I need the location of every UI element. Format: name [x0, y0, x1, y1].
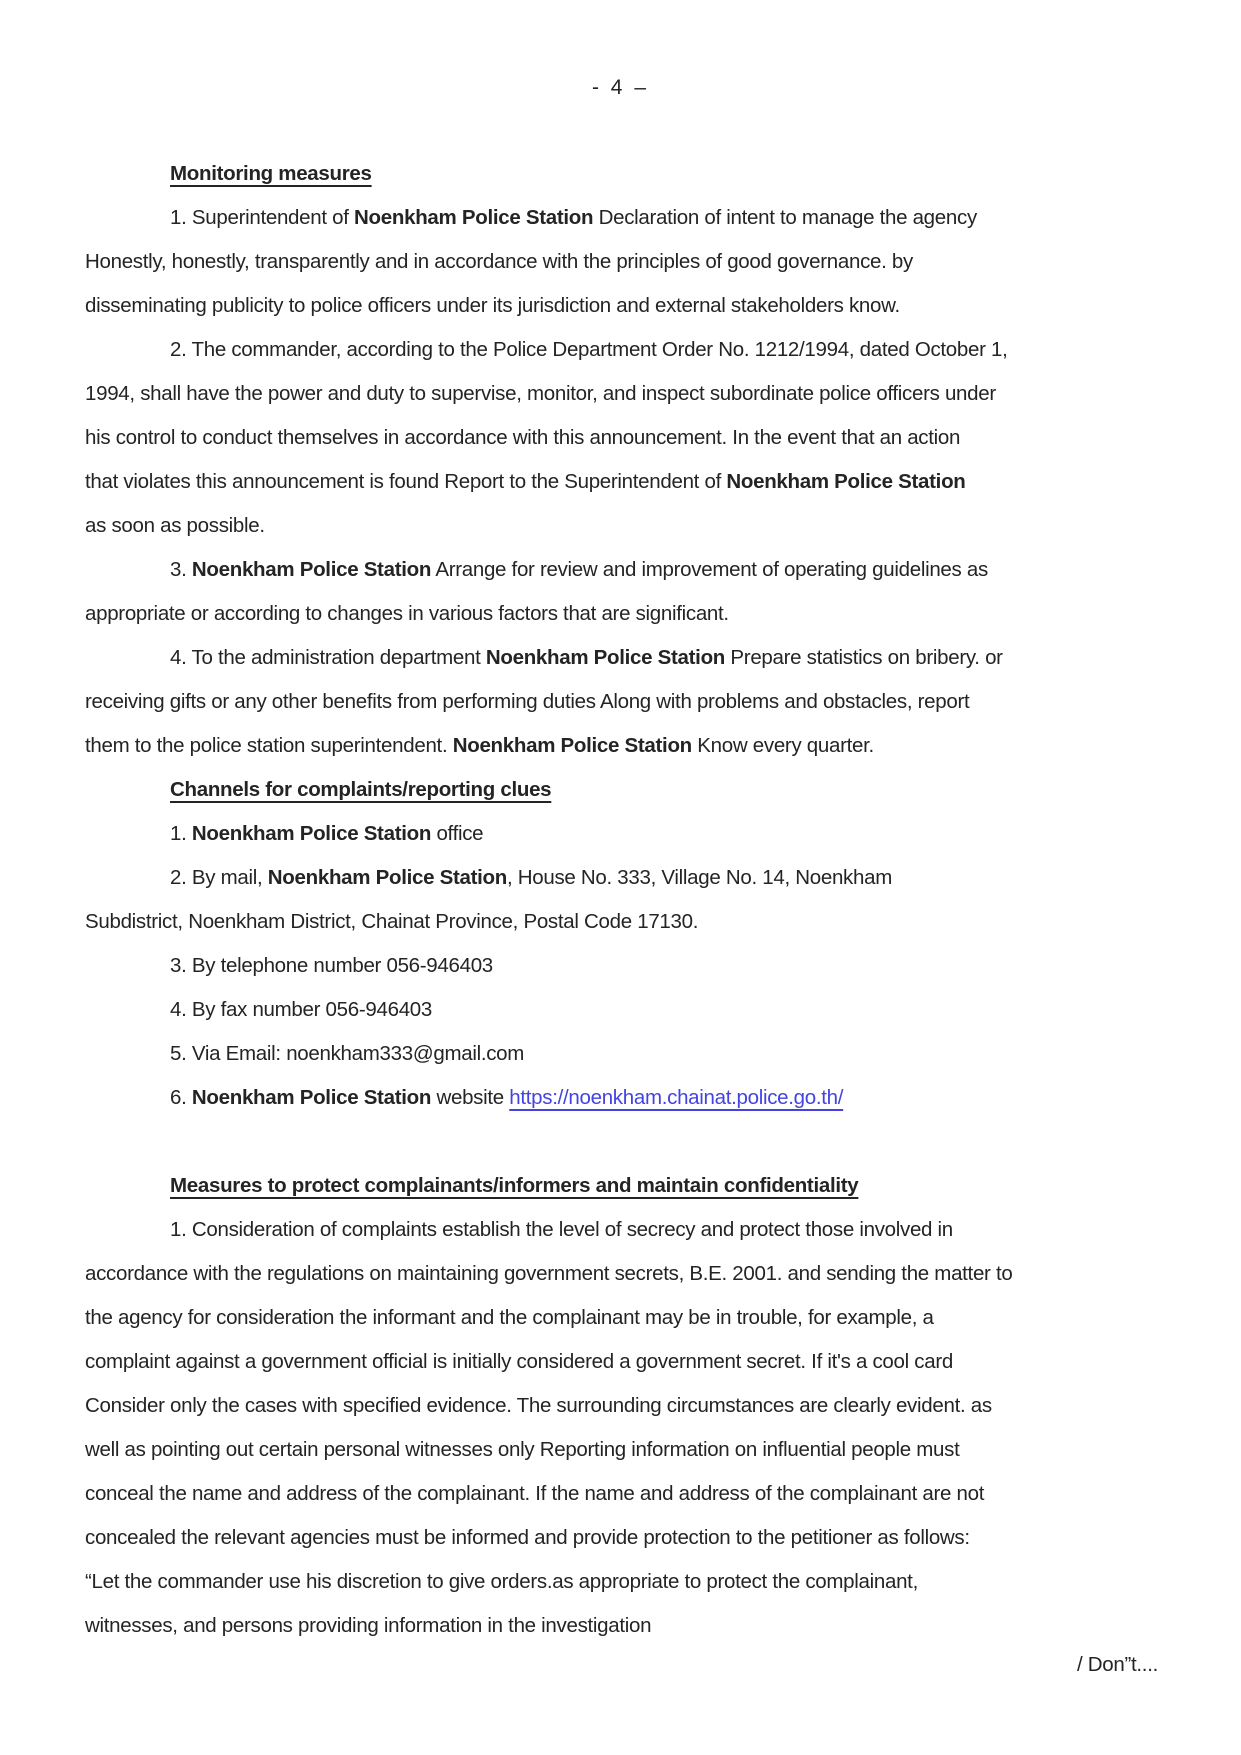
text-line: [85, 592, 1158, 636]
continuation-note: / Don”t....: [1076, 1653, 1158, 1676]
text-line: [85, 416, 1158, 460]
text-run: Arrange for review and improvement of operating guidelines as: [431, 558, 988, 581]
text-run: conceal the name and address of the complainant. If the name and address of the complainant are not: [85, 1482, 985, 1505]
text-run: 4. To the administration department: [170, 646, 486, 669]
text-line: [85, 504, 1158, 548]
text-run: Declaration of intent to manage the agency: [593, 206, 977, 229]
text-run: office: [431, 822, 484, 845]
text-run: 2. The commander, according to the Police Department Order No. 1212/1994, dated October 1,: [170, 338, 1008, 361]
text-line: [85, 636, 1158, 680]
text-run: well as pointing out certain personal witnesses only Reporting information on influential people must: [85, 1438, 960, 1461]
text-run: 1.: [170, 822, 192, 845]
station-name-bold: Noenkham Police Station: [267, 866, 507, 889]
text-run: 6.: [170, 1086, 192, 1109]
text-line: [85, 1076, 1158, 1120]
text-run: Subdistrict, Noenkham District, Chainat Province, Postal Code 17130.: [85, 910, 699, 933]
text-run: them to the police station superintendent.: [85, 734, 453, 757]
text-run: 3. By telephone number 056-946403: [170, 954, 493, 977]
text-run: receiving gifts or any other benefits from performing duties Along with problems and obstacles, report: [85, 690, 970, 713]
section-heading-text: Measures to protect complainants/informers and maintain confidentiality: [170, 1174, 859, 1197]
text-run: 1994, shall have the power and duty to supervise, monitor, and inspect subordinate police officers under: [85, 382, 996, 405]
text-run: that violates this announcement is found Report to the Superintendent of: [85, 470, 727, 493]
heading-monitoring-measures: [85, 152, 1158, 196]
text-line: [85, 1252, 1158, 1296]
text-run: appropriate or according to changes in various factors that are significant.: [85, 602, 729, 625]
text-run: as soon as possible.: [85, 514, 265, 537]
text-run: 3.: [170, 558, 192, 581]
text-line: [85, 1296, 1158, 1340]
text-line: [85, 1384, 1158, 1428]
station-name-bold: Noenkham Police Station: [191, 822, 432, 845]
heading-channels-for-complaints: [85, 768, 1158, 812]
text-run: Consider only the cases with specified evidence. The surrounding circumstances are clearly evident. as: [85, 1394, 992, 1417]
text-line: [85, 1472, 1158, 1516]
text-line: [85, 724, 1158, 768]
text-run: disseminating publicity to police officers under its jurisdiction and external stakeholders know.: [85, 294, 900, 317]
document-body: [85, 152, 1158, 1648]
text-line: [85, 284, 1158, 328]
station-name-bold: Noenkham Police Station: [191, 1086, 432, 1109]
text-line: [85, 1516, 1158, 1560]
text-line: [85, 196, 1158, 240]
text-line: [85, 812, 1158, 856]
text-line: [85, 1428, 1158, 1472]
text-line: [85, 944, 1158, 988]
text-line: [85, 1032, 1158, 1076]
text-line: [85, 988, 1158, 1032]
section-heading-text: Channels for complaints/reporting clues: [170, 778, 552, 801]
text-run: 4. By fax number 056-946403: [170, 998, 432, 1021]
text-run: “Let the commander use his discretion to give orders.as appropriate to protect the complainant,: [85, 1570, 918, 1593]
text-run: his control to conduct themselves in accordance with this announcement. In the event that an action: [85, 426, 961, 449]
blank-line: [85, 1120, 1158, 1164]
section-heading-text: Monitoring measures: [170, 162, 372, 185]
text-line: [85, 1340, 1158, 1384]
text-run: 5. Via Email: noenkham333@gmail.com: [170, 1042, 525, 1065]
text-run: 1. Consideration of complaints establish the level of secrecy and protect those involved in: [170, 1218, 953, 1241]
text-run: , House No. 333, Village No. 14, Noenkham: [506, 866, 892, 889]
text-line: [85, 1604, 1158, 1648]
text-run: concealed the relevant agencies must be informed and provide protection to the petitioner as follows:: [85, 1526, 970, 1549]
text-run: Know every quarter.: [691, 734, 874, 757]
heading-measures-to-protect: [85, 1164, 1158, 1208]
text-line: [85, 548, 1158, 592]
text-run: accordance with the regulations on maintaining government secrets, B.E. 2001. and sending the matter to: [85, 1262, 1013, 1285]
station-name-bold: Noenkham Police Station: [354, 206, 594, 229]
text-line: [85, 1208, 1158, 1252]
text-line: [85, 900, 1158, 944]
station-name-bold: Noenkham Police Station: [485, 646, 726, 669]
text-run: 2. By mail,: [170, 866, 268, 889]
text-run: Prepare statistics on bribery. or: [725, 646, 1003, 669]
text-line: [85, 856, 1158, 900]
text-run: Honestly, honestly, transparently and in accordance with the principles of good governance. by: [85, 250, 913, 273]
text-line: [85, 240, 1158, 284]
station-name-bold: Noenkham Police Station: [452, 734, 692, 757]
text-line: [85, 372, 1158, 416]
website-link[interactable]: https://noenkham.chainat.police.go.th/: [509, 1086, 844, 1109]
text-run: complaint against a government official is initially considered a government secret. If it's a cool card: [85, 1350, 953, 1373]
page-number: - 4 –: [591, 76, 650, 99]
text-line: [85, 1560, 1158, 1604]
text-line: [85, 328, 1158, 372]
station-name-bold: Noenkham Police Station: [191, 558, 432, 581]
text-line: [85, 680, 1158, 724]
text-run: website: [431, 1086, 510, 1109]
station-name-bold: Noenkham Police Station: [726, 470, 966, 493]
text-run: 1. Superintendent of: [170, 206, 355, 229]
text-run: the agency for consideration the informant and the complainant may be in trouble, for example, a: [85, 1306, 934, 1329]
text-line: [85, 460, 1158, 504]
text-run: witnesses, and persons providing information in the investigation: [85, 1614, 652, 1637]
